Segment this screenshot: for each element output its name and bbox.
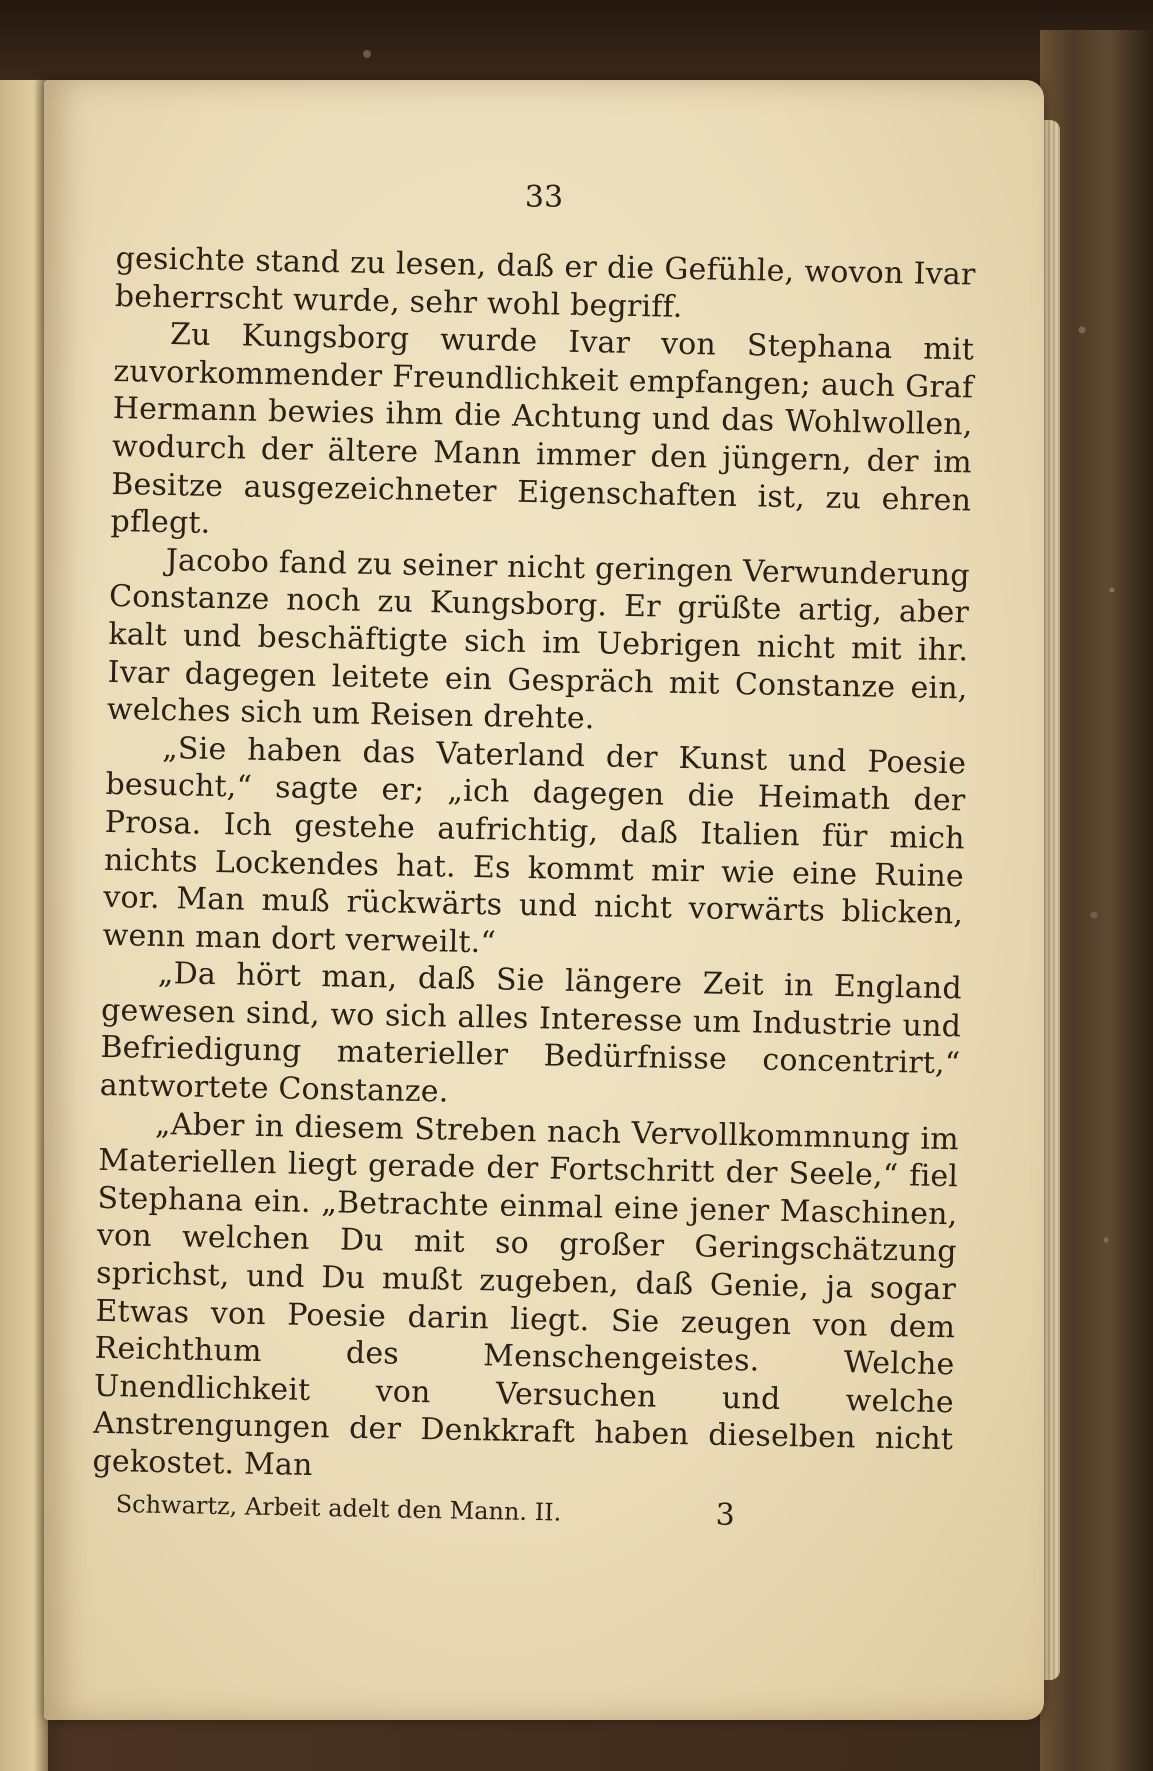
paragraph-1: gesichte stand zu lesen, daß er die Gefühle, wovon Ivar beherrscht wurde, sehr wohl begriff. [114,240,976,325]
paragraph-4: „Sie haben das Vaterland der Kunst und Poesie besucht,“ sagte er; „ich dagegen die Heimath der Prosa. Ich gestehe aufrichtig, daß Italien für mich nichts Lockendes hat. Es kommt mir wie eine Ruine vor. Man muß rückwärts und nicht vorwärts blicken, wenn man dort verweilt.“ [102,730,967,961]
paragraph-5: „Da hört man, daß Sie längere Zeit in England gewesen sind, wo sich alles Interesse um Industrie und Befriedigung materieller Bedürfnisse concentrirt,“ antwortete Constanze. [99,956,963,1110]
background-top [0,0,1153,85]
paragraph-3: Jacobo fand zu seiner nicht geringen Verwunderung Constanze noch zu Kungsborg. Er grüßte artig, aber kalt und beschäftigte sich im Uebrigen nicht mit ihr. Ivar dagegen leitete ein Gespräch mit Constanze ein, welches sich um Reisen drehte. [106,542,971,737]
page-text [92,240,976,1497]
book-page [44,80,1044,1720]
page-footer [115,1490,975,1535]
dust-speck [363,50,371,58]
paragraph-2: Zu Kungsborg wurde Ivar von Stephana mit zuvorkommender Freundlichkeit empfangen; auch Graf Hermann bewies ihm die Achtung und das Wohlwollen, wodurch der ältere Mann immer den jüngern, der im Besitze ausgezeichneter Eigenschaften ist, zu ehren pflegt. [110,317,975,542]
page-number: 33 [524,180,564,215]
paragraph-6: „Aber in diesem Streben nach Vervollkommnung im Materiellen liegt gerade der Fortschritt der Seele,“ fiel Stephana ein. „Betrachte einmal eine jener Maschinen, von welchen Du mit so großer Geringschätzung sprichst, und Du mußt zugeben, daß Genie, ja sogar Etwas von Poesie darin liegt. Sie zeugen von dem Reichthum des Menschengeistes. Welche Unendlichkeit von Versuchen und welche Anstrengungen der Denkkraft haben dieselben nicht gekostet. Man [92,1106,960,1483]
footer-title: Schwartz, Arbeit adelt den Mann. II. [115,1490,562,1527]
cover-texture [1070,200,1130,1500]
signature-mark: 3 [715,1497,736,1533]
left-page-edge [0,80,48,1771]
